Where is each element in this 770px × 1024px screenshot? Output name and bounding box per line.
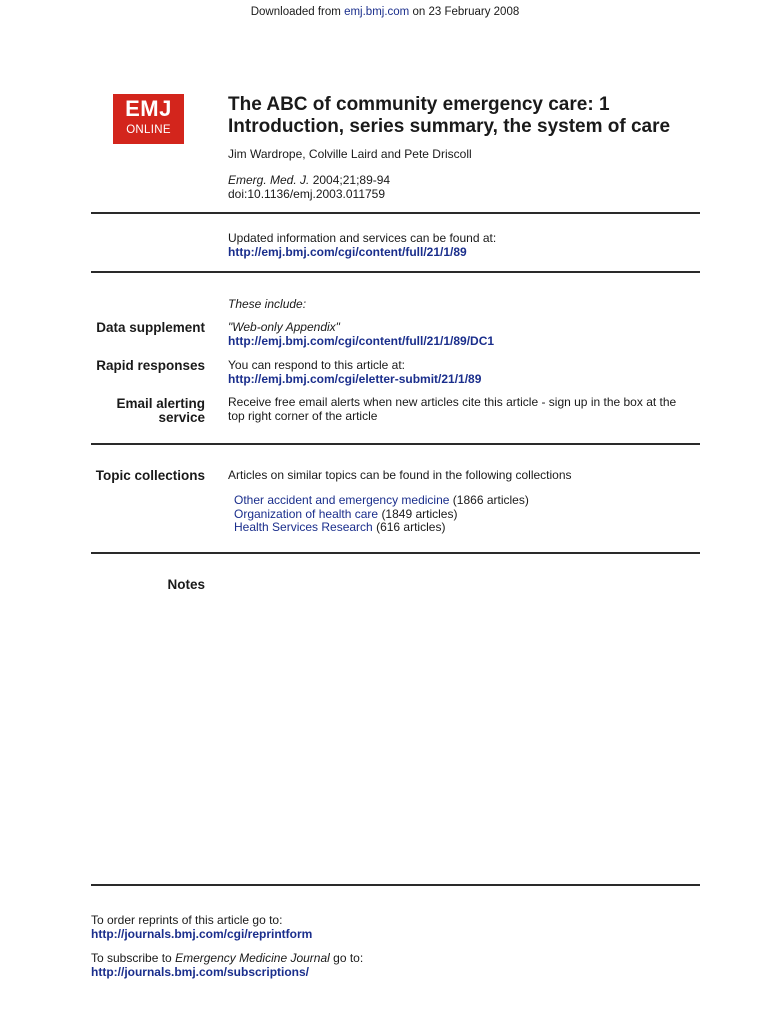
notes-label: Notes — [167, 577, 205, 592]
title-line-1: The ABC of community emergency care: 1 — [228, 94, 610, 115]
subscribe-text — [91, 952, 363, 966]
email-alerting-label — [116, 397, 205, 425]
emj-online-logo[interactable] — [113, 94, 184, 144]
email-alerting-text-line2: top right corner of the article — [228, 408, 378, 423]
data-supplement-label: Data supplement — [96, 320, 205, 335]
download-prefix: Downloaded from — [250, 6, 341, 18]
title-line-2: Introduction, series summary, the system of care — [228, 116, 671, 137]
email-alerting-content — [228, 396, 676, 423]
updated-info — [228, 232, 496, 259]
data-supplement-content — [228, 321, 494, 348]
rapid-responses-link[interactable]: http://emj.bmj.com/cgi/eletter-submit/21/1/89 — [228, 371, 482, 386]
email-alerting-label-line2: service — [158, 410, 205, 425]
download-notice — [0, 6, 770, 18]
reprints-text: To order reprints of this article go to: — [91, 913, 283, 927]
collection-link[interactable]: Health Services Research — [234, 520, 373, 534]
divider — [91, 443, 700, 445]
topic-collections-list — [234, 494, 529, 535]
topic-collections-intro: Articles on similar topics can be found in the following collections — [228, 468, 572, 482]
rapid-responses-label: Rapid responses — [96, 358, 205, 373]
list-item — [234, 521, 529, 535]
collection-link[interactable]: Other accident and emergency medicine — [234, 493, 450, 507]
journal-abbrev: Emerg. Med. J. — [228, 173, 310, 187]
article-title — [228, 94, 670, 138]
data-supplement-link[interactable]: http://emj.bmj.com/cgi/content/full/21/1/89/DC1 — [228, 333, 495, 348]
data-supplement-text: "Web-only Appendix" — [228, 320, 340, 334]
subscribe-link[interactable]: http://journals.bmj.com/subscriptions/ — [91, 964, 310, 979]
rapid-responses-content — [228, 359, 481, 386]
divider — [91, 552, 700, 554]
reprints-link[interactable]: http://journals.bmj.com/cgi/reprintform — [91, 926, 313, 941]
list-item — [234, 494, 529, 508]
email-alerting-text-line1: Receive free email alerts when new articles cite this article - sign up in the box at the — [228, 395, 677, 409]
collection-count: (616 articles) — [376, 520, 446, 534]
collection-link[interactable]: Organization of health care — [234, 506, 379, 521]
subscribe-prefix: To subscribe to — [91, 951, 172, 965]
collection-count: (1849 articles) — [381, 506, 458, 521]
updated-text: Updated information and services can be found at: — [228, 231, 497, 245]
logo-emj-text: EMJ — [125, 96, 172, 121]
download-date: on 23 February 2008 — [412, 6, 520, 18]
list-item — [234, 508, 529, 522]
site-link[interactable]: emj.bmj.com — [344, 6, 410, 18]
footer — [91, 914, 363, 979]
citation-line — [228, 174, 390, 188]
divider — [91, 884, 700, 886]
article-doi: doi:10.1136/emj.2003.011759 — [228, 186, 386, 201]
collection-count: (1866 articles) — [452, 493, 529, 507]
rapid-responses-text: You can respond to this article at: — [228, 358, 405, 372]
full-text-link[interactable]: http://emj.bmj.com/cgi/content/full/21/1/89 — [228, 244, 467, 259]
article-citation — [228, 174, 390, 201]
email-alerting-label-line1: Email alerting — [116, 396, 205, 411]
volume-info: 2004;21;89-94 — [312, 173, 391, 187]
subscribe-suffix: go to: — [333, 951, 364, 965]
includes-heading: These include: — [228, 297, 307, 311]
divider — [91, 271, 700, 273]
article-authors: Jim Wardrope, Colville Laird and Pete Driscoll — [228, 147, 472, 161]
topic-collections-label: Topic collections — [95, 468, 205, 483]
divider — [91, 212, 700, 214]
logo-online-text: ONLINE — [126, 124, 171, 136]
subscribe-journal: Emergency Medicine Journal — [175, 951, 330, 965]
